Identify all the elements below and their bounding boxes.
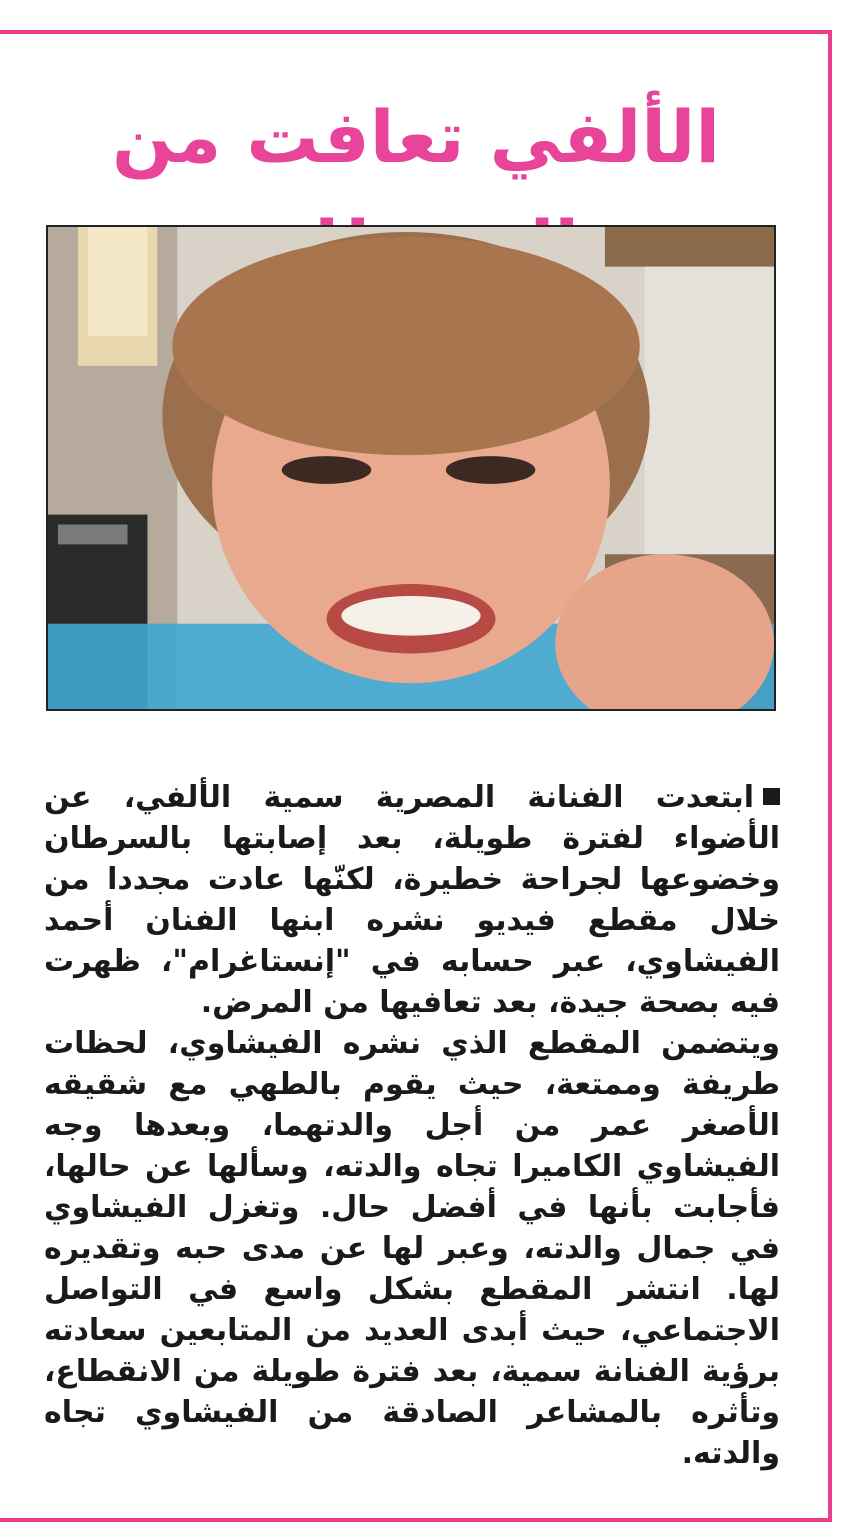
headline: الألفي تعافت من xyxy=(111,95,721,179)
article-paragraph-2: ويتضمن المقطع الذي نشره الفيشاوي، لحظات طريفة وممتعة، حيث يقوم بالطهي مع شقيقه الأصغر عمر من أجل والدتهما، وبعدها وجه الفيشاوي الكاميرا تجاه والدته، وسألها عن حالها، فأجابت بأنها في أفضل حال. وتغزل الفيشاوي في جمال والدته، وعبر لها عن مدى حبه وتقديره لها. انتشر المقطع بشكل واسع في التواصل الاجتماعي، حيث أبدى العديد من المتابعين سعادته برؤية الفنانة سمية، بعد فترة طويلة من الانقطاع، وتأثره بالمشاعر الصادقة من الفيشاوي تجاه والدته. xyxy=(44,1026,780,1471)
article-photo xyxy=(46,225,776,711)
bullet-square-icon xyxy=(763,788,780,805)
article-body xyxy=(44,777,780,1474)
article-paragraph-1 xyxy=(44,777,780,1023)
article-paragraph-1-text: ابتعدت الفنانة المصرية سمية الألفي، عن الأضواء لفترة طويلة، بعد إصابتها بالسرطان وخضوعها لجراحة خطيرة، لكنّها عادت مجددا من خلال مقطع فيديو نشره ابنها الفنان أحمد الفيشاوي، عبر حسابه في "إنستاغرام"، ظهرت فيه بصحة جيدة، بعد تعافيها من المرض. xyxy=(44,780,780,1020)
